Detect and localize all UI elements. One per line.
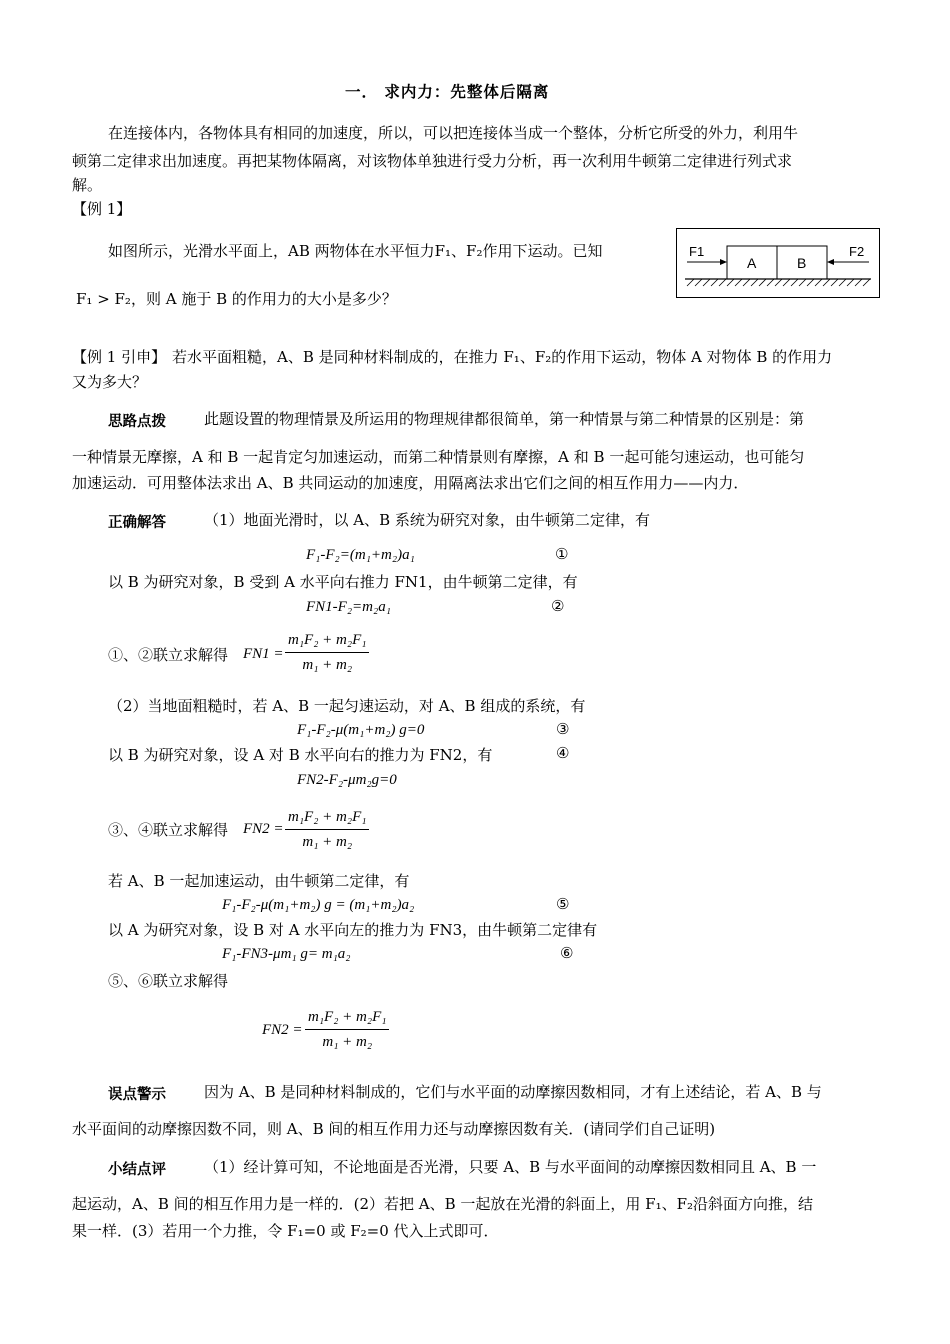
hint-label: 思路点拨 <box>108 413 166 430</box>
block-b-label: B <box>797 255 807 271</box>
equation-6-mark: ⑥ <box>560 944 574 962</box>
fraction-fn1-numerator: m₁F₂ + m₂F₁ <box>288 632 367 648</box>
equation-5: F₁-F₂-μ(m₁+m₂) g = (m₁+m₂)a₂ <box>222 897 415 913</box>
accel-line: 若 A、B 一起加速运动，由牛顿第二定律，有 <box>108 872 410 890</box>
hint-line-1: 此题设置的物理情景及所运用的物理规律都很简单，第一种情景与第二种情景的区别是：第 <box>204 410 805 428</box>
combine-34-label: ③、④联立求解得 <box>108 821 229 839</box>
combine-56-label: ⑤、⑥联立求解得 <box>108 972 229 990</box>
equation-2-mark: ② <box>551 597 565 615</box>
equation-3-mark: ③ <box>556 720 570 738</box>
extension-line-2: 又为多大？ <box>72 373 148 391</box>
fn1-symbol: FN1 = <box>243 646 284 662</box>
section-title: 一． 求内力：先整体后隔离 <box>345 82 550 101</box>
summary-label: 小结点评 <box>108 1161 166 1178</box>
answer-b-line-2: 以 B 为研究对象，设 A 对 B 水平向右的推力为 FN2，有 <box>108 746 493 764</box>
intro-line-1: 在连接体内，各物体具有相同的加速度，所以，可以把连接体当成一个整体，分析它所受的外力，利用牛 <box>108 124 799 142</box>
equation-4: FN2-F₂-μm₂g=0 <box>297 772 397 788</box>
fraction-fn2 <box>285 807 369 852</box>
fraction-fn2-final <box>305 1007 389 1052</box>
intro-line-3: 解。 <box>72 176 103 194</box>
fraction-final-denominator: m₁ + m₂ <box>322 1034 373 1050</box>
warning-line-2: 水平面间的动摩擦因数不同，则 A、B 间的相互作用力还与动摩擦因数有关．(请同学们自己证明) <box>72 1120 716 1138</box>
fraction-fn1 <box>285 630 369 675</box>
combine-12-label: ①、②联立求解得 <box>108 646 229 664</box>
answer-label: 正确解答 <box>108 514 166 531</box>
force-diagram-svg <box>677 229 879 297</box>
equation-1: F₁-F₂=(m₁+m₂)a₁ <box>306 547 415 563</box>
answer-b-line-1: 以 B 为研究对象，B 受到 A 水平向右推力 FN1，由牛顿第二定律，有 <box>108 573 578 591</box>
summary-line-1: （1）经计算可知，不论地面是否光滑，只要 A、B 与水平面间的动摩擦因数相同且 A、B 一 <box>204 1158 817 1176</box>
answer-case-2: （2）当地面粗糙时，若 A、B 一起匀速运动，对 A、B 组成的系统，有 <box>108 697 586 715</box>
extension-line-1: 若水平面粗糙，A、B 是同种材料制成的，在推力 F₁、F₂的作用下运动，物体 A 对物体 B 的作用力 <box>172 348 833 366</box>
summary-line-2: 起运动，A、B 间的相互作用力是一样的．(2）若把 A、B 一起放在光滑的斜面上，用 F₁、F₂沿斜面方向推，结 <box>72 1195 814 1213</box>
fraction-fn1-denominator: m₁ + m₂ <box>302 657 353 673</box>
example1-question-line-1: 如图所示，光滑水平面上，AB 两物体在水平恒力F₁、F₂作用下运动。已知 <box>108 242 603 260</box>
warning-label: 误点警示 <box>108 1086 166 1103</box>
equation-3: F₁-F₂-μ(m₁+m₂) g=0 <box>297 722 425 738</box>
fn2-symbol-final: FN2 = <box>262 1022 303 1038</box>
equation-2: FN1-F₂=m₂a₁ <box>306 599 391 615</box>
equation-5-mark: ⑤ <box>556 895 570 913</box>
hint-line-2: 一种情景无摩擦，A 和 B 一起肯定匀加速运动，而第二种情景则有摩擦，A 和 B 一起可能匀速运动，也可能匀 <box>72 448 805 466</box>
summary-line-3: 果一样．(3）若用一个力推，令 F₁=0 或 F₂=0 代入上式即可． <box>72 1222 499 1240</box>
equation-1-mark: ① <box>555 545 569 563</box>
f2-label: F2 <box>849 244 865 259</box>
example1-label: 【例 1】 <box>72 200 132 218</box>
fraction-final-bar <box>305 1029 389 1030</box>
block-a-label: A <box>747 255 757 271</box>
answer-a-line: 以 A 为研究对象，设 B 对 A 水平向左的推力为 FN3，由牛顿第二定律有 <box>108 921 598 939</box>
fraction-fn2-denominator: m₁ + m₂ <box>302 834 353 850</box>
extension-label: 【例 1 引申】 <box>72 348 167 366</box>
fn2-symbol: FN2 = <box>243 821 284 837</box>
f2-arrowhead <box>827 259 834 265</box>
fraction-final-numerator: m₁F₂ + m₂F₁ <box>308 1009 387 1025</box>
equation-4-mark: ④ <box>556 744 570 762</box>
answer-case-1: （1）地面光滑时，以 A、B 系统为研究对象，由牛顿第二定律，有 <box>204 511 650 529</box>
fraction-fn2-bar <box>285 829 369 830</box>
fraction-fn2-numerator: m₁F₂ + m₂F₁ <box>288 809 367 825</box>
warning-line-1: 因为 A、B 是同种材料制成的，它们与水平面的动摩擦因数相同，才有上述结论，若 A、B 与 <box>204 1083 822 1101</box>
f1-label: F1 <box>689 244 705 259</box>
fraction-fn1-bar <box>285 652 369 653</box>
hint-line-3: 加速运动．可用整体法求出 A、B 共同运动的加速度，用隔离法求出它们之间的相互作用力——内力． <box>72 474 749 492</box>
f1-arrowhead <box>720 259 727 265</box>
equation-6: F₁-FN3-μm₁ g= m₁a₂ <box>222 946 351 962</box>
example1-question-line-2: F₁ > F₂，则 A 施于 B 的作用力的大小是多少？ <box>76 290 397 308</box>
force-diagram <box>676 228 880 298</box>
intro-line-2: 顿第二定律求出加速度。再把某物体隔离，对该物体单独进行受力分析，再一次利用牛顿第二定律进行列式求 <box>72 152 793 170</box>
ground-hatch <box>687 279 870 286</box>
